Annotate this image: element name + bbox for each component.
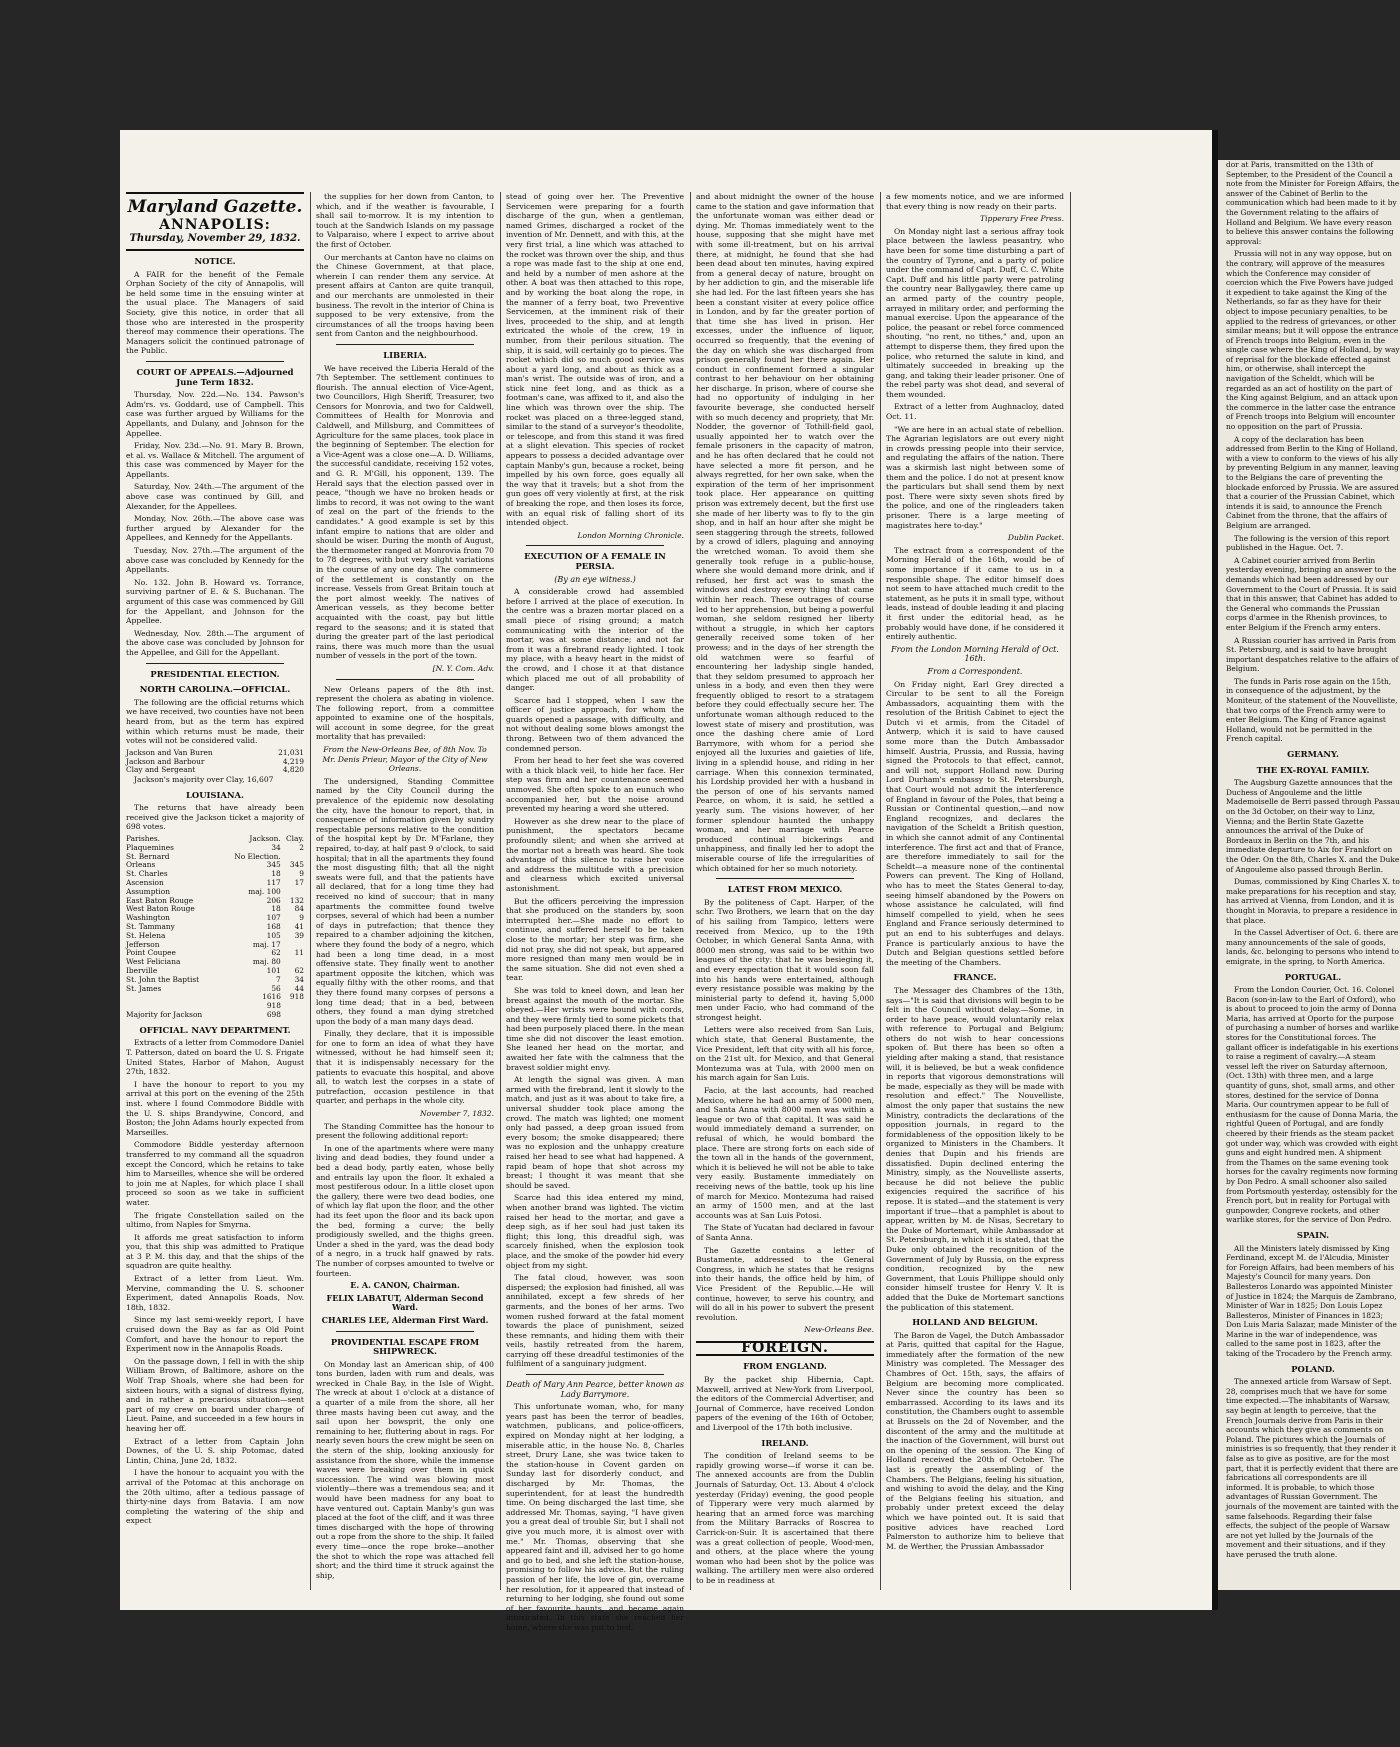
signer: FELIX LABATUT, Alderman Second Ward. [326, 1292, 484, 1313]
majority-label: Majority for Jackson [126, 1010, 203, 1020]
parish-name: St. Charles [126, 869, 168, 879]
divider [336, 344, 474, 345]
court-paragraph: Wednesday, Nov. 28th.—The argument of the above case was concluded by Johnson for the Appellee, and Gill for the Appellant. [126, 628, 304, 657]
la-text: The returns that have already been received give the Jackson ticket a majority of 698 votes. [126, 803, 304, 832]
parish-name: Assumption [126, 886, 170, 896]
vote-count: 21,031 [278, 747, 304, 757]
mexico-paragraph: By the politeness of Capt. Harper, of the schr. Two Brothers, we learn that on the day of his sailing from Tampico, letters were received from Mexico, up to the 19th October, in which General Santa Anna, with 8000 men strong, was said to be within two leagues of the city: that he was besieging it, and every expectation that it would soon fall into his hands were entertained, although every resistance possible was making by the ministerial party to defend it, having 5,000 men under Facio, who had command of the strongest height. [696, 897, 874, 1022]
germany-paragraph: Dumas, commissioned by King Charles X. to make preparations for his reception and stay, has arrived at Vienna, from London, and it is thought in Moravia, to prepare a residence in that place. [1226, 877, 1400, 925]
liberia-source: [N. Y. Com. Adv. [432, 663, 494, 673]
article-paragraph: the supplies for her down from Canton, to which, and if the weather is favourable, I shall sail to-morrow. It is my intention to touch at the Sandwich Islands on my passage to Valparaiso, where I expect to arrive about the first of October. [316, 192, 494, 249]
parish-name: St. Tammany [126, 922, 175, 932]
navy-paragraph: Since my last semi-weekly report, I have cruised down the Bay as far as Old Point Comfort, and have the honour to report the Experiment now in the Annapolis Roads. [126, 1315, 304, 1354]
poland-paragraph: The annexed article from Warsaw of Sept. 28, comprises much that we have for some time expected.—The inhabitants of Warsaw, say begin at length to perceive, that the French Journals derive from Paris in their accounts which they give as comments on Poland. The pictures which the Journals of ministries is so frequently, that they render it false as to give as positive, are for the most part, that it is perfectly evident that there are fabrications all correspondents are ill informed. It is probable, to which those advantages of Russian Government. The journals of the movement are tainted with the same falsehoods. Regarding their false effects, the subject of the people of Warsaw are not yet lulled by the Journals of the movement and their situations, and if they have perused the truth alone. [1226, 1377, 1399, 1559]
ireland-paragraph: "We are here in an actual state of rebellion. The Agrarian legislators are out every night in crowds pressing people into their service, and regulating the affairs of the nation. There was a skirmish last night between some of them and the police. I do not at present know the particulars but shall send them by next post. There were sixty seven shots fired by the police, and one of the ringleaders taken prisoner. There is a large meeting of magistrates here to-day." [886, 424, 1064, 530]
england-heading: FROM ENGLAND. [743, 1361, 827, 1372]
divider [336, 679, 474, 680]
clay-votes: 84 [294, 904, 304, 914]
persia-paragraph: She was told to kneel down, and lean her breast against the mouth of the mortar. She obeyed.—Her wrists were bound with cords, and they were firmly tied to some pickets that had been purposely placed there. In the mean time she did not discover the least emotion. She leaned her head on the mortar, and awaited her fate with the calmness that the bravest soldier might envy. [506, 985, 684, 1072]
column-header: Parishes. [126, 834, 161, 844]
liberia-paragraph: We have received the Liberia Herald of the 7th September. The settlement continues to flourish. The annual election of Vice-Agent, two Councillors, High Sheriff, Treasurer, two Censors for Monrovia, and two for Caldwell, Committees of Health for Monrovia and Caldwell, and Millsburg, and Committees of Agriculture for the same places, took place in the beginning of September. The election for a Vice-Agent was a close one—A. D. Williams, the successful candidate, receiving 152 votes, and G. R. M'Gill, his opponent, 139. The Herald says that the election passed over in peace, "though we have no broken heads or limbs to record, it was not owing to the want of zeal on the part of the friends to the candidates." A good example is set by this infant empire to nations that are older and should be wiser. During the month of August, the thermometer ranged at Monrovia from 70 to 78 degrees, with but very slight variations in the course of any one day. The commerce of the settlement is constantly on the increase. Vessels from Great Britain touch at the port almost weekly. The natives of American vessels, as they become better acquainted with the coast, pay but little regard to the seasons; and it is stated that during the greater part of the last periodical rains, there was much more than the usual number of vessels in the port of the town. [316, 363, 494, 661]
ireland-paragraph: The condition of Ireland seems to be rapidly growing worse—if worse it can be. The annexed accounts are from the Dublin Journals of Saturday, Oct. 13. About 4 o'clock yesterday (Friday) evening, the good people of Tipperary were very much alarmed by hearing that an armed force was marching from the Military Barracks of Roscrea to Carrick-on-Suir. It is ascertained that there was a great collection of people, Wood-men, and others, at the place where the young woman who had been shot by the police was walking. The artillery men were also ordered to be in readiness at [696, 1451, 874, 1585]
facing-paragraph: A copy of the declaration has been addressed from Berlin to the King of Holland, with a view to conform to the views of his ally by preventing Belgium in any manner, leaving to the Belgians the care of preventing the blockade enforced by Prussia. We are assured that a courier of the Prussian Cabinet, which intends it is said, to announce the French Cabinet from the throne, that the affairs of Belgium are arranged. [1226, 434, 1399, 530]
france-paragraph: The Messager des Chambres of the 13th, says—"It is said that divisions will begin to be felt in the Council without delay.—Some, in order to have peace, would voluntarily relax with reference to Portugal and Belgium; others do not wish to hear concessions spoken of. But there has been so often a yielding after making a stand, that resistance will, it is believed, be but a weak confidence in reports that vigorous demonstrations will be made, especially as they will be made with resolution and effect." The Nouvelliste, almost the only paper that sustains the new Ministry, contradicts the declarations of the opposition journals, in regard to the formidableness of the opposition likely to be organized to Ministers in the Chambers. It denies that Dupin and his friends are dissatisfied. Dupin declined entering the Ministry, simply, as the Nouvelliste asserts, because he did not believe the public exigencies required the sacrifice of his repose. It is stated—and the statement is very important if true—that a pamphlet is about to appear, written by M. de Nisas, Secretary to the Duke of Mortemart, while Ambassador at St. Petersburgh, in which it is stated, that the Duke only obtained the recognition of the Government of July by Russia, on the express condition, recognized by the new Government, that Louis Phillippe should only consider himself trustee for Henry V. It is added that the Duke de Mortemart sanctions the publication of this statement. [886, 985, 1064, 1312]
neworleans-paragraph: New Orleans papers of the 8th inst. represent the cholera as abating in violence. The following report, from a committee appointed to examine one of the hospitals, will account in some degree, for the great mortality that has prevailed: [316, 684, 494, 742]
issue-date: Thursday, November 29, 1832. [129, 233, 301, 244]
herald-paragraph: The extract from a correspondent of the Morning Herald of the 16th, would be of some importance if it came to us in a responsible shape. The editor himself does not seem to have attached much credit to the statement, as he puts it in small type, without leads, instead of double leading it and placing it first under the editorial head, as he probably would have done, if he considered it entirely authentic. [886, 545, 1064, 642]
parish-name: Plaquemines [126, 842, 174, 852]
correspondent-paragraph: On Friday night, Earl Grey directed a Circular to be sent to all the Foreign Ambassadors, acquainting them with the resolution of the British Cabinet to eject the Dutch vi et armis, from the Citadel of Antwerp, which it is said to have caused some more than the Dutch Ambassador himself. Austria, Prussia, and Russia, having signed the Protocols to that effect, cannot, and will not, support Holland now. During Lord Durham's embassy to St. Petersburgh, that Court would not admit the interference of England in favour of the Poles, that being a Russian or Continental question,—and now England recognizes, and declares the navigation of the Scheldt a British question, in which she cannot admit of any Continental interference. The first act and that of France, are therefore immediately to sail for the Scheldt—a measure none of the continental Powers can prevent. The King of Holland, who has to meet the States General to-day, seeing himself abandoned by the Powers on whose assistance he calculated, will find himself compelled to yield, when he sees England and France seriously determined to put an end to his subterfuges and delays. France is particularly anxious to have the Dutch and Belgian questions settled before the meeting of the Chambers. [886, 679, 1064, 967]
majority-row [126, 1011, 304, 1020]
herald-source: From the London Morning Herald of Oct. 16th. [891, 644, 1059, 664]
jackson-votes: 56 [271, 983, 281, 993]
persia-paragraph: However as she drew near to the place of punishment, the spectators became profoundly silent; and when she arrived at the mortar not a breath was heard. She took advantage of this silence to raise her voice and address the multitude with a precision and clearness which excited universal astonishment. [506, 816, 684, 893]
divider [146, 361, 284, 362]
court-paragraph: No. 132. John B. Howard vs. Torrance, surviving partner of E. & S. Buchanan. The argument of this case was commenced by Gill for the Appellant, and Johnson for the Appellee. [126, 577, 304, 626]
mary-pearce-continuation: and about midnight the owner of the house came to the station and gave information that the unfortunate woman was either dead or dying. Mr. Thomas immediately went to the house, supposing that she might have met with some ill-treatment, but on his arrival there, at midnight, he found that she had been dead about ten minutes, having expired from a general decay of nature, brought on by her addiction to gin, and the miserable life she had led. For the last fifteen years she has been a constant visiter at every police office in London, and by far the greater portion of that time she has lived in prison. Her excesses, under the influence of liquor, occurred so frequently, that the evening of the day on which she was discharged from prison generally found her there again. Her conduct in confinement formed a singular contrast to her behaviour on her obtaining her discharge. In prison, where of course she had no opportunity of indulging in her favourite beverage, she conducted herself with so much decency and propriety, that Mr. Nodder, the governor of Tothill-field gaol, usually appointed her to watch over the female prisoners in the capacity of matron, and he has often declared that he could not have selected a more fit person, and he always regretted, for her own sake, when the expiration of the term of her imprisonment took place. Her appearance on quitting prison was extremely decent, but the first use she made of her liberty was to fly to the gin shop, and in half an hour after she might be seen staggering through the streets, followed by a crowd of idlers, plaguing and annoying the wretched woman. To avoid them she generally took refuge in a public-house, where she would demand more drink, and if refused, her first act was to smash the windows and destroy every thing that came within her reach. These outrages of course led to her apprehension, but being a powerful woman, she seldom resigned her liberty without a struggle, in which her captors generally received some token of her prowess; and in the days of her strength the old watchmen were so fearful of encountering her ladyship single handed, that they seldom presumed to approach her unless in a body, and even then they were frequently obliged to resort to a stratagem before they could effectually secure her. The unfortunate woman although reduced to the lowest state of misery and prostitution, was once the dashing chere amie of Lord Barrymore, with whom for a period she enjoyed all the luxuries and gaieties of life, living in a splendid house, and riding in her carriage. When this connexion terminated, his Lordship provided her with a husband in the person of one of his servants named Pearce, on whom, it is said, he settled a yearly sum. The visions however, of her former splendour haunted the unhappy woman, and her marriage with Pearce produced continual bickerings and unhappiness, and finally led her to adopt the miserable course of life the irregularities of which obtained for her so much notoriety. [696, 192, 874, 873]
notice-heading: NOTICE. [194, 256, 236, 266]
navy-paragraph: It affords me great satisfaction to inform you, that this ship was admitted to Pratique at 3 P. M. this day, and that the ships of the squadron are quite healthy. [126, 1232, 304, 1271]
navy-paragraph: I have the honour to report to you my arrival at this port on the evening of the 25th inst. where I found Commodore Biddle with the U. S. ships Brandywine, Concord, and Boston; the John Adams hourly expected from Marseilles. [126, 1079, 304, 1137]
parish-name: St. James [126, 983, 162, 993]
navy-heading: OFFICIAL. NAVY DEPARTMENT. [139, 1024, 291, 1035]
parish-name: St. Helena [126, 930, 166, 940]
column-2 [316, 192, 494, 1590]
mexico-paragraph: The Gazette contains a letter of Bustamente, addressed to the General Congress, in which he states that he resigns into their hands, the office held by him, of Vice President of the Republic.—He will continue, however, to serve his country, and will do all in his power to subvert the present revolution. [696, 1245, 874, 1322]
jackson-votes: 18 [271, 869, 281, 879]
ticket-name: Jackson and Van Buren [126, 747, 213, 757]
facing-paragraph: The funds in Paris rose again on the 15th, in consequence of the adjustment, by the Moniteur, of the statement of the Nouvelliste, that two corps of the French army were to enter Belgium. The King of France against Holland, would not be permitted in the French capital. [1226, 676, 1398, 744]
jackson-votes: maj. 100 [248, 886, 281, 896]
election-heading: PRESIDENTIAL ELECTION. [150, 668, 280, 679]
parish-name: Point Coupee [126, 948, 176, 958]
facing-page-column [1226, 160, 1400, 1563]
jackson-votes: 34 [271, 842, 281, 852]
clay-votes: 62 [294, 966, 304, 976]
persia-paragraph: A considerable crowd had assembled before I arrived at the place of execution. In the centre was a brazen mortar placed on a small piece of rising ground; a match communicating with the interior of the mortar, was at some distance; and not far from it was a firebrand ready lighted. I took my place, with a heavy heart in the midst of the crowd, and I chose it at that distance which placed me out of all probability of danger. [506, 587, 684, 693]
portugal-heading: PORTUGAL. [1284, 971, 1342, 982]
column-rule [880, 192, 881, 1590]
germany-heading: GERMANY. [1287, 749, 1339, 760]
nc-heading: NORTH CAROLINA.—OFFICIAL. [139, 684, 291, 695]
persia-paragraph: Scarce had this idea entered my mind, when another brand was lighted. The victim raised her head to the mortar, and gave a deep sigh, as if her soul had just taken its flight; this long, this dreadful sigh, was scarcely finished, when the explosion took place, and the smoke of the powder hid every object from my sight. [506, 1193, 684, 1270]
navy-paragraph: Extracts of a letter from Commodore Daniel T. Patterson, dated on board the U. S. Frigate United States, Harbor of Mahon, August 27th, 1832. [126, 1038, 304, 1077]
court-heading: COURT OF APPEALS.—Adjourned June Term 1832. [136, 366, 294, 387]
dublin-source: Dublin Packet. [1007, 533, 1064, 543]
clay-votes: 2 [299, 842, 304, 852]
parish-name: Washington [126, 913, 170, 923]
persia-paragraph: From her head to her feet she was covered with a thick black veil, to hide her face. Her step was firm and her countenance seemed unmoved. She often spoke to an eunuch who accompanied her, but the noise around prevented my hearing a word she uttered. [506, 756, 684, 814]
signer: CHARLES LEE, Alderman First Ward. [321, 1314, 489, 1325]
portugal-paragraph: From the London Courier, Oct. 16. Colonel Bacon (son-in-law to the Earl of Oxford), who is about to proceed to join the army of Donna Maria, has arrived at Oporto for the purpose of purchasing a number of horses and warlike stores for the Constitutional forces. The gallant officer is indefatigable in his exertions to raise a regiment of cavalry.—A steam vessel left the river on Saturday afternoon, (Oct. 13th) with three men, and a large quantity of guns, shot, small arms, and other stores, destined for the service of Donna Maria. Our countrymen appear to be full of enthusiasm for the cause of Donna Maria, the rightful Queen of Portugal, and are fondly cheered by their friends as the steam packet got under way, which was crowded with eight guns and eight hundred men. A shipment from the Thames on the same evening took horses for the cavalry regiments now forming by Don Pedro. A small schooner also sailed from Portsmouth yesterday, ostensibly for the French port, but in reality for Portugal with gunpowder, Congreve rockets, and other warlike stores, for the service of Don Pedro. [1226, 985, 1399, 1225]
persia-heading: EXECUTION OF A FEMALE IN PERSIA. [524, 551, 666, 571]
jackson-votes: 101 [266, 966, 281, 976]
nc-majority: Jackson's majority over Clay, 16,607 [134, 775, 274, 785]
column-4 [696, 192, 874, 1590]
la-returns-table [126, 835, 304, 993]
nc-returns-table [126, 749, 304, 775]
neworleans-paragraph: The undersigned, Standing Committee named by the City Council during the prevalence of the epidemic now desolating the city, have the honour to report, that, in consequence of information given by sundry respectable persons relative to the condition of the hospital kept by Dr. M'Farlane, they repaired, to-day, at half past 9 o'clock, to said hospital; that in all the apartments they found the most disgusting filth; that all the night sweats were full, and that the patients have all declared, that for a long time they had received no kind of succour; that in many apartments the committee found twelve corpses, several of which had been a number of days in putrefaction; that thence they repaired to a chamber adjoining the kitchen, where they found the body of a negro, which had been a long time dead, in a most offensive state. They finally went to another apartment opposite the kitchen, which was equally filthy with the other rooms, and that they there found many corpses of persons a long time dead; that in a bed, between others, they found a man dying stretched upon the body of a man many days dead. [316, 776, 494, 1026]
signer: E. A. CANON, Chairman. [350, 1280, 460, 1291]
report-date: November 7, 1832. [420, 1109, 494, 1119]
navy-paragraph: On the passage down, I fell in with the ship William Brown, of Baltimore, ashore on the Wolf Trap Shoals, where she had been for sixteen hours, with a signal of distress flying, and in rather a precarious situation—sent part of my crew on board under charge of Lieut. Paine, and succeeded in a few hours in heaving her off. [126, 1356, 304, 1433]
foreign-banner: FOREIGN. [696, 1341, 874, 1357]
column-5 [886, 192, 1064, 1590]
neworleans-paragraph: The Standing Committee has the honour to present the following additional report: [316, 1121, 494, 1141]
spain-heading: SPAIN. [1296, 1229, 1330, 1240]
persia-paragraph: At length the signal was given. A man armed with the firebrand, lent it slowly to the match, and just as it was about to take fire, a universal shudder took place among the crowd. The match was lighted; one moment only had passed, a deep groan issued from every bosom; the smoke disappeared; there was no explosion and the unhappy creature raised her head to see what had happened. A rapid beam of hope that shot across my breast; I thought it was meant that she should be saved. [506, 1075, 684, 1190]
divider [336, 1331, 474, 1332]
navy-paragraph: Commodore Biddle yesterday afternoon transferred to my command all the squadron except the Concord, which he retains to take him to Marseilles, whence she will be ordered to join me at Naples, for which place I shall proceed so soon as we take in sufficient water. [126, 1140, 304, 1207]
facing-paragraph: dor at Paris, transmitted on the 13th of September, to the President of the Council a note from the Minister for Foreign Affairs, the answer of the Cabinet of Berlin to the communication which had been made to it by the Government relating to the affairs of Holland and Belgium. We have every reason to believe this answer contains the following approval: [1226, 160, 1400, 246]
jackson-votes: 345 [266, 860, 281, 870]
column-rule [310, 192, 311, 1590]
dateline-place: ANNAPOLIS: [159, 217, 271, 233]
la-heading: LOUISIANA. [186, 789, 244, 800]
jackson-votes: 168 [266, 922, 281, 932]
persia-paragraph: Scarce had I stopped, when I saw the officer of justice approach, for whom the guards opened a passage, with difficulty, and not without dealing some blows amongst the throng. Between two of them advanced the condemned person. [506, 695, 684, 753]
court-paragraph: Tuesday, Nov. 27th.—The argument of the above case was concluded by Kennedy for the Appellants. [126, 546, 304, 575]
parish-name: East Baton Rouge [126, 895, 194, 905]
ireland-source: Tipperary Free Press. [980, 214, 1064, 224]
correspondent-heading: From a Correspondent. [927, 666, 1023, 676]
mary-pearce-heading: Death of Mary Ann Pearce, better known as Lady Barrymore. [506, 1380, 684, 1399]
persia-paragraph: The fatal cloud, however, was soon dispersed; the explosion had finished, all was annihilated, except a few shreds of her garments, and the bones of her arms. Two women rushed forward at the fatal moment towards the place of punishment, seized these remnants, and hiding them with their veils, hastily retreated from the harem, carrying off these dreadful testimonies of the fulfilment of a sanguinary judgment. [506, 1273, 684, 1369]
facing-paragraph: A Cabinet courier arrived from Berlin yesterday evening, bringing an answer to the demands which had been addressed by our Government to the Court of Prussia. It is said that in this answer, that Cabinet has added to the General who commands the Prussian corps d'armee in the Rhenish provinces, to enter Belgium if the French army enters. [1226, 555, 1398, 632]
table-row [126, 766, 304, 775]
court-paragraph: Thursday, Nov. 22d.—No. 134. Pawson's Adm'rs. vs. Goddard, use of Campbell. This case was further argued by Williams for the Appellants, and Dulany, and Johnson for the Appellee. [126, 390, 304, 438]
facing-paragraph: The following is the version of this report published in the Hague. Oct. 7. [1226, 533, 1390, 553]
holland-heading: HOLLAND AND BELGIUM. [912, 1317, 1038, 1328]
navy-paragraph: Extract of a letter from Captain John Downes, of the U. S. ship Potomac, dated Lintin, China, June 2d, 1832. [126, 1436, 304, 1465]
navy-paragraph: Extract of a letter from Lieut. Wm. Mervine, commanding the U. S. schooner Experiment, dated Annapolis Roads, Nov. 18th, 1832. [126, 1274, 304, 1312]
navy-paragraph: The frigate Constellation sailed on the ultimo, from Naples for Smyrna. [126, 1210, 304, 1230]
neworleans-paragraph: In one of the apartments where were many living and dead bodies, they found under a bed a dead body, partly eaten, whose belly and entrails lay upon the floor. It exhaled a most pestiferous odour. In a little closet upon the gallery, there were two dead bodies, one of which lay flat upon the floor, and the other had its feet upon the floor and its back upon the bed, forming a curve; the belly prodigiously swelled, and the thighs green. Under a shed in the yard, was the dead body of a negro, in a truck half gnawed by rats. The number of corpses amounted to twelve or fourteen. [316, 1143, 494, 1278]
article-paragraph: Our merchants at Canton have no claims on the Chinese Government, at that place, wherein I can render them any service. At present affairs at Canton are quite tranquil, and our merchants are unmolested in their business. The revolt in the interior of China is supposed to be very extensive, from the circumstances of all the troops having been sent from Canton and the neighbourhood. [316, 252, 494, 339]
jackson-votes: 107 [266, 913, 281, 923]
clay-votes: 345 [289, 860, 304, 870]
court-paragraph: Saturday, Nov. 24th.—The argument of the above case was continued by Gill, and Alexander, for the Appellees. [126, 482, 304, 511]
clay-votes: 11 [294, 948, 304, 958]
parish-name: Jefferson [126, 939, 160, 949]
jackson-votes: maj. 80 [252, 957, 281, 967]
persia-subheading: (By an eye witness.) [554, 574, 636, 584]
divider [146, 663, 284, 664]
neworleans-paragraph: Finally, they declare, that it is impossible for one to form an idea of what they have witnessed, without he had himself seen it; that it is indispensably necessary for the patients to evacuate this hospital, and above all, to watch lest the corpses in a state of putrefaction, occasion pestilence in that quarter, and perhaps in the whole city. [316, 1029, 494, 1106]
clay-votes: 39 [294, 930, 304, 940]
clay-votes: 132 [289, 895, 304, 905]
wreck-continuation: stead of going over her. The Preventive Servicemen were preparing for a fourth discharge of the gun, when a gentleman, named Grimes, discharged a rocket of the invention of Mr. Dennett, and with this, at the very first trial, a line which was attached to the rocket was thrown over the ship, and thus a rope was made fast to the ship at one end, and held by a number of men ashore at the other. A boat was then attached to this rope, and by working the boat along the rope, in the manner of a ferry boat, two Preventive Servicemen, at the imminent risk of their lives, proceeded to the ship, and at length extricated the whole of the crew, 19 in number, from their perilous situation. The ship, it is said, will certainly go to pieces. The rocket which did so much good service was about a yard long, and about as thick as a man's wrist. The outside was of iron, and a stick nine feet long, and as thick as a footman's cane, was affixed to it, and also the line which was thrown over the ship. The rocket was placed on a three-legged stand, similar to the stand of a surveyor's theodolite, or telescope, and from this stand it was fired at a slight elevation. This species of rocket appears to possess a decided advantage over captain Manby's gun, because a rocket, being impelled by his own force, goes equally all the way that it travels; but a shot from the gun goes off very violently at first, at the risk of breaking the rope, and then loses its force, with an equal risk of falling short of its intended object. [506, 192, 684, 528]
divider [526, 545, 664, 546]
court-paragraph: Friday, Nov. 23d.—No. 91. Mary B. Brown, et al. vs. Wallace & Mitchell. The argument of this case was commenced by Mayer for the Appellants. [126, 441, 304, 479]
la-totals-table [126, 993, 304, 1019]
nc-text: The following are the official returns which we have received, two counties have not been heard from, but as the term has expired within which returns must be made, their votes will not be considered valid. [126, 697, 304, 746]
jackson-votes: 206 [266, 895, 281, 905]
jackson-votes: 105 [266, 930, 281, 940]
wreck-source: London Morning Chronicle. [577, 530, 684, 540]
ireland-paragraph: Extract of a letter from Aughnacloy, dated Oct. 11. [886, 402, 1064, 422]
germany-paragraph: In the Cassel Advertiser of Oct. 6. there are many announcements of the sale of goods, lands, &c. belonging to persons who intend to emigrate, in the spring, to North America. [1226, 928, 1399, 966]
parish-name: Orleans [126, 860, 156, 870]
parish-name: West Feliciana [126, 957, 181, 967]
clay-votes: 34 [294, 974, 304, 984]
column-1 [126, 192, 304, 1590]
majority-value: 698 [266, 1010, 281, 1020]
court-paragraph: Monday, Nov. 26th.—The above case was further argued by Alexander for the Appellees, and Kennedy for the Appellants. [126, 514, 304, 543]
liberia-heading: LIBERIA. [383, 349, 427, 360]
notice-text: A FAIR for the benefit of the Female Orphan Society of the city of Annapolis, will be held some time in the ensuing winter at the usual place. The Managers of said Society, give this notice, in order that all those who are interested in the prosperity thereof may commence their operations. The Managers solicit the continued patronage of the Public. [126, 269, 304, 356]
column-header: Clay. [286, 834, 304, 844]
spain-paragraph: All the Ministers lately dismissed by King Ferdinand, except M. de l'Alcudia, Minister for Foreign Affairs, had been members of his Majesty's Council for many years. Don Ballesteros Lonardo was appointed Minister of Justice in 1824; the Marquis de Zambrano, Minister of War in 1825; Don Louis Lopez Ballesteros, Minister of Finances in 1823; Don Luis Maria Salazar, made Minister of the Marine in the war of independence, was called to the same post in 1823, after the taking of the Trocadero by the French army. [1226, 1243, 1397, 1359]
parish-name: West Baton Rouge [126, 904, 195, 914]
england-paragraph: By the packet ship Hibernia, Capt. Maxwell, arrived at New-York from Liverpool, the editors of the Commercial Advertiser, and Journal of Commerce, have received London papers of the evening of the 16th of October, and Liverpool of the 17th both inclusive. [696, 1375, 874, 1433]
facing-paragraph: A Russian courier has arrived in Paris from St. Petersburg, and is said to have brought important despatches relative to the affairs of Belgium. [1226, 635, 1399, 674]
mexico-paragraph: Letters were also received from San Luis, which state, that General Bustamente, the Vice President, left that city with all his force, on the 21st ult. for Mexico, and that General Montezuma was at Tula, with 2000 men on his march again for San Luis. [696, 1025, 874, 1083]
jackson-votes: 7 [276, 974, 281, 984]
mexico-paragraph: The State of Yucatan had declared in favour of Santa Anna. [696, 1223, 874, 1242]
jackson-votes: 62 [271, 948, 281, 958]
holland-paragraph: The Baron de Vagel, the Dutch Ambassador at Paris, quitted that capital for the Hague, immediately after the formation of the new Ministry was completed. The Messager des Chambres of Oct. 15th, says, the affairs of Belgium are becoming more complicated. Never since the country has been so embarrassed. According to its laws and its constitution, the Chambers ought to assemble at Brussels on the 2d of November, and the discontent of the army and the multitude at the inaction of the Government, will burst out on the opening of the session. The King of Holland received the 20th of October. The last is greatly the assembling of the Chambers. The Belgians, feeling his situation, and wishing to avoid the delay, and the King of the Belgians feeling his situation, and probably under pretext exceed the delay which we have pointed out. It is said that positive advices have reached Lord Palmerston to authorize him to believe that M. de Werther, the Prussian Ambassador [886, 1330, 1064, 1551]
mexico-paragraph: Facio, at the last accounts, had reached Mexico, where he had an army of 5000 men, and Santa Anna with 8000 men was within a league or two of that capital. It was said he would immediately demand a surrender, on refusal of which, he would bombard the place. There are strong forts on each side of the town all in the hands of the government, which it is believed he will not be able to take very easily. Bustamente immediately on receiving news of the battle, took up his line of march for Mexico. Montezuma had raised an army of 1500 men, and at the last accounts was at San Luis Potosi. [696, 1086, 874, 1220]
column-6-partial [1076, 192, 1206, 1590]
masthead [126, 192, 304, 251]
clay-votes: 9 [299, 913, 304, 923]
parish-name: St. John the Baptist [126, 974, 200, 984]
jackson-votes: maj. 17 [252, 939, 281, 949]
jackson-votes: No Election. [234, 851, 281, 861]
mexico-source: New-Orleans Bee. [804, 1325, 874, 1335]
navy-paragraph: I have the honour to acquaint you with the arrival of the Potomac at this anchorage on the 20th ultimo, after a tedious passage of thirty-nine days from Batavia. I am now completing the watering of the ship and expect [126, 1468, 304, 1526]
parish-name: Iberville [126, 966, 158, 976]
royal-family-heading: THE EX-ROYAL FAMILY. [1256, 764, 1370, 775]
mexico-heading: LATEST FROM MEXICO. [727, 884, 843, 895]
divider [526, 1374, 664, 1375]
divider [716, 878, 854, 879]
germany-paragraph: The Augsburg Gazette announces that the Duchess of Angouleme and the little Mademoiselle de Berri passed through Passau on the 3d October, on their way to Linz, Vienna; and the Berlin State Gazette announces the arrival of the Duke of Bordeaux in Berlin on the 7th, and his immediate departure to Aix for Frankfort on the Oder. On the 8th, Charles X. and the Duke of Angouleme also passed through Berlin. [1226, 778, 1400, 874]
facing-page [1218, 160, 1400, 1590]
ireland-paragraph: On Monday night last a serious affray took place between the lawless peasantry, who have been for some time disturbing a part of the country of Tyrone, and a party of police under the command of Capt. Duff, C. C. White Capt. Duff and his little party were patroling the country near Ballygawley, there came up an armed party of the country people, arrayed in military order, and performing the manual exercise. Upon the appearance of the police, the peasant or rebel force commenced shouting, "no rent, no tithes," and, upon an attempt to disperse them, they fired upon the police, who returned the salute in kind, and ultimately succeeded in breaking up the gang, and taking their leader prisoner. One of the rebel party was shot dead, and several of them wounded. [886, 226, 1064, 399]
wreck-paragraph: On Monday last an American ship, of 400 tons burden, laden with rum and deals, was wrecked in Chale Bay, in the Isle of Wight. The wreck at about 1 o'clock at a distance of a quarter of a mile from the shore, all her three masts having been cut away, and the sail upon her bowsprit, the only one remaining to her, fluttering about in rags. For nearly seven hours the crew might be seen on the stern of the ship, looking anxiously for assistance from the shore, while the immense waves were breaking over them in quick succession. The wind was blowing most violently—there was a tremendous sea; and it would have been madness for any boat to have ventured out. Captain Manby's gun was placed at the foot of the cliff, and it was three times discharged with the hope of throwing out a rope from the shore to the ship. It failed every time—once the rope broke—another the shot to which the rope was attached fell short; and the third time it struck against the ship, [316, 1359, 494, 1580]
clay-total: 918 [289, 992, 304, 1002]
neworleans-source: From the New-Orleans Bee, of 8th Nov. To Mr. Denis Prieur, Mayor of the City of New Orleans. [322, 745, 488, 774]
ticket-name: Clay and Sergeant [126, 765, 196, 775]
clay-votes: 41 [294, 922, 304, 932]
newspaper-page [120, 130, 1212, 1632]
clay-votes: 44 [294, 983, 304, 993]
column-header: Jackson. [249, 834, 281, 844]
mary-pearce-paragraph: This unfortunate woman, who, for many years past has been the terror of beadles, watchmen, publicans, and police-officers, expired on Monday night at her lodging, a miserable attic, in the house No. 8, Charles street, Drury Lane, she was twice taken to the station-house in Covent garden on Sunday last for disorderly conduct, and discharged by Mr. Thomas, the superintendent, for at least the hundredth time. On being discharged the last time, she addressed Mr. Thomas, saying, "I have given you a great deal of trouble Sir, but I shall not give you much more, it is almost over with me." Mr. Thomas, observing that she appeared faint and ill, advised her to go home and go to bed, and she left the station-house, promising to follow his advice. But the ruling passion of her life, the love of gin, overcame her resolution, for it appeared that instead of returning to her lodging, she found out some of her favourite haunts, and became again intoxicated. In this state she reached her home, where she was put to bed, [506, 1402, 684, 1632]
parish-name: Ascension [126, 878, 164, 888]
jackson-votes: 117 [266, 878, 281, 888]
ireland-continuation: a few moments notice, and we are informed that every thing is now ready on their parts. [886, 192, 1064, 211]
column-rule [500, 192, 501, 1590]
france-heading: FRANCE. [953, 972, 997, 983]
column-rule [1070, 192, 1071, 1590]
column-3 [506, 192, 684, 1632]
persia-paragraph: But the officers perceiving the impression that she produced on the standers by, soon interrupted her.—She made no effort to continue, and suffered herself to be taken close to the mortar; her step was firm, she did not pray, she did not speak, but appeared more resigned than many men would be in the same situation. She did not even shed a tear. [506, 896, 684, 983]
newspaper-title: Maryland Gazette. [127, 197, 303, 217]
jackson-total: 1616 [262, 992, 281, 1002]
jackson-votes: 18 [271, 904, 281, 914]
facing-paragraph: Prussia will not in any way oppose, but on the contrary, will approve of the measures which the Conference may consider of coercion which the Five Powers have judged it expedient to take against the King of the Netherlands, so far as they have for their object to impose pecuniary penalties, to be applied to the redress of grievances, or other similar means; but it will oppose the entrance of French troops into Belgium, even in the single case where the King of Holland, by way of reprisal for the blockade effected against him, or otherwise, shall intercept the navigation of the Scheldt, which will be regarded as an act of hostility on the part of the King against Belgium, and an attack upon the commerce in the latter case the entrance of French troops into Belgium will encounter no opposition on the part of Prussia. [1226, 249, 1400, 432]
ireland-heading: IRELAND. [761, 1437, 809, 1448]
parish-name: St. Bernard [126, 851, 170, 861]
subtracted-total: 918 [266, 1001, 281, 1011]
ticket-name: Jackson and Barbour [126, 756, 205, 766]
vote-count: 4,820 [282, 765, 304, 775]
column-rule [690, 192, 691, 1590]
clay-votes: 17 [294, 878, 304, 888]
wreck-heading: PROVIDENTIAL ESCAPE FROM SHIPWRECK. [330, 1336, 480, 1357]
clay-votes: 9 [299, 869, 304, 879]
vote-count: 4,219 [282, 756, 304, 766]
poland-heading: POLAND. [1291, 1363, 1335, 1374]
